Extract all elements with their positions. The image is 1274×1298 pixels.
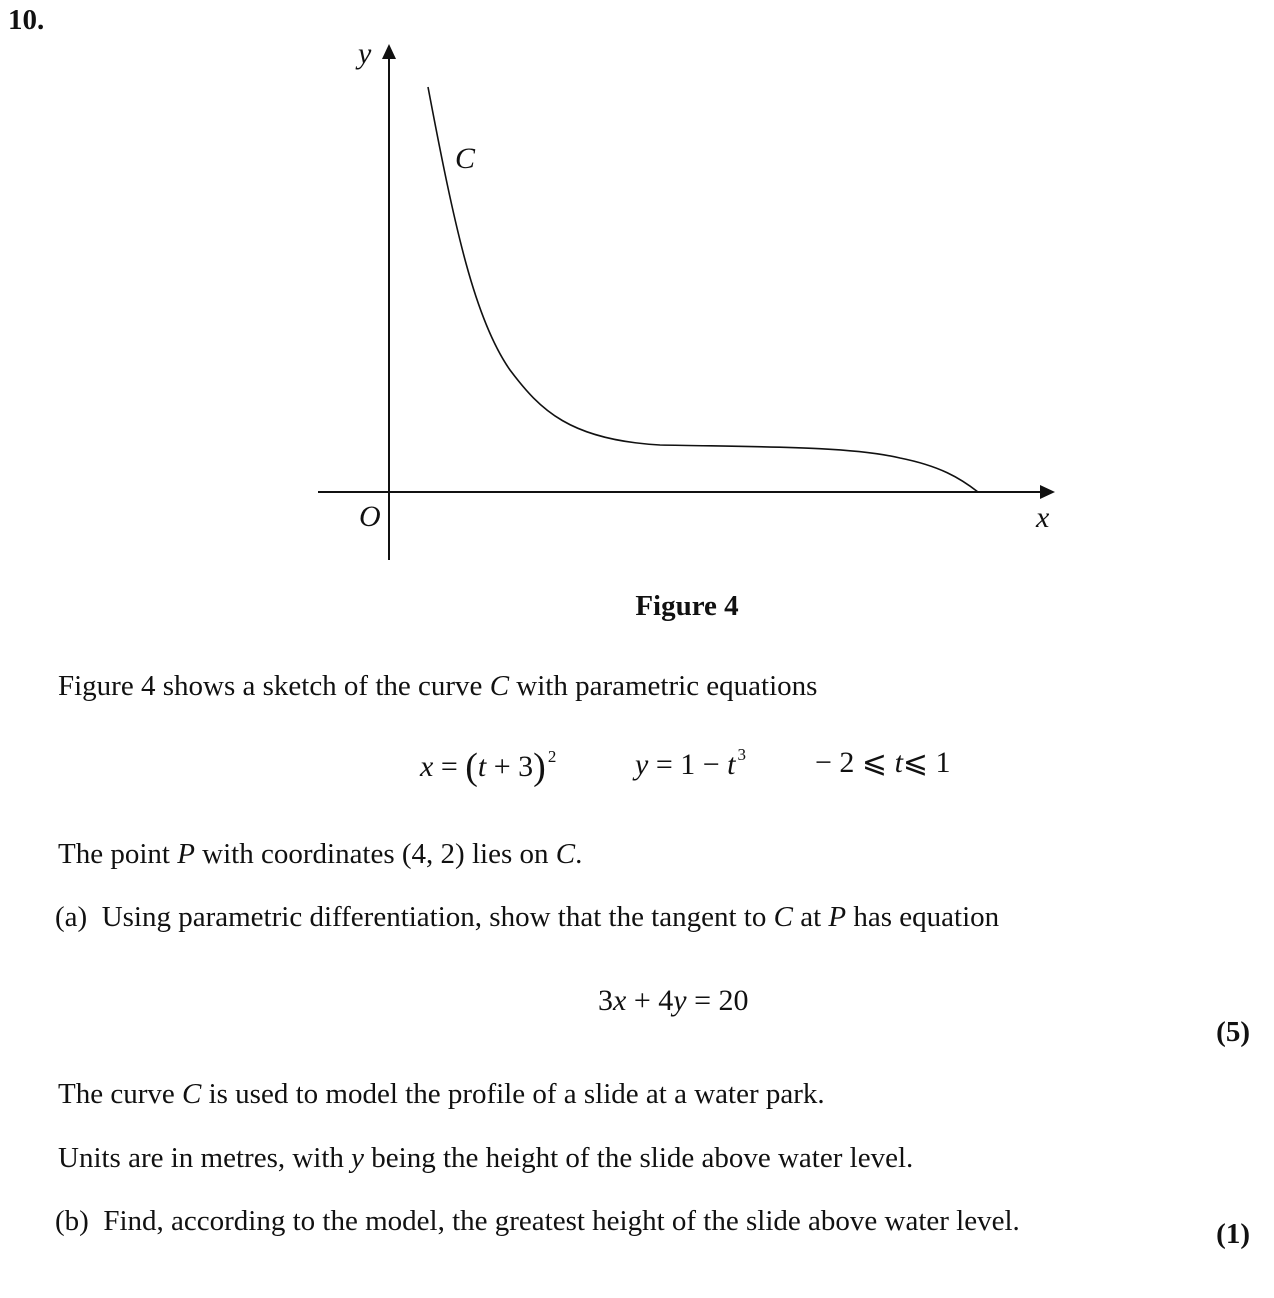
tangent-equation [598, 984, 749, 1018]
model-line2-before: Units are in metres, with [58, 1142, 352, 1174]
model-line-1 [58, 1078, 825, 1111]
x-t: t [477, 750, 487, 783]
figure-4-graph [0, 0, 1274, 580]
y-axis-arrowhead [382, 44, 396, 59]
x-axis-arrowhead [1040, 485, 1055, 499]
curve-label: C [455, 142, 476, 175]
y-axis-label: y [358, 37, 372, 70]
tangent-plus-4: + 4 [626, 984, 674, 1017]
x-plus-3: + 3 [486, 750, 534, 783]
tangent-rest: = 20 [686, 984, 749, 1017]
model-line-2 [58, 1142, 913, 1175]
part-a-marks: (5) [1216, 1016, 1250, 1048]
model-line1-before: The curve [58, 1078, 182, 1110]
question-number: 10. [8, 4, 45, 36]
part-a-label: (a) [55, 901, 88, 933]
intro-text [58, 670, 817, 703]
tangent-y: y [673, 984, 687, 1017]
point-curve: C [555, 838, 576, 870]
part-a-before: Using parametric differentiation, show that the tangent to [101, 901, 774, 933]
x-right-paren: ) [533, 746, 546, 788]
part-a-point: P [828, 901, 847, 933]
model-line2-var: y [351, 1142, 365, 1174]
part-b-label: (b) [55, 1205, 89, 1237]
intro-after: with parametric equations [509, 670, 818, 702]
range-left: − 2 ⩽ [815, 746, 895, 779]
point-after: . [575, 838, 583, 870]
x-axis-label: x [1036, 501, 1050, 534]
y-parametric-equation [635, 745, 746, 782]
part-b-marks: (1) [1216, 1218, 1250, 1250]
part-a-curve: C [773, 901, 793, 933]
model-line1-curve: C [182, 1078, 202, 1110]
range-t: t [894, 746, 903, 779]
x-left-paren: ( [465, 746, 478, 788]
range-right: ⩽ 1 [902, 746, 951, 779]
y-t: t [727, 748, 736, 781]
model-line2-after: being the height of the slide above water level. [364, 1142, 914, 1174]
part-b-text: Find, according to the model, the greatest height of the slide above water level. [103, 1205, 1020, 1237]
point-p: P [177, 838, 195, 870]
point-statement [58, 838, 582, 871]
y-exponent: 3 [737, 745, 747, 764]
curve-c [428, 87, 978, 492]
figure-caption: Figure 4 [635, 590, 739, 622]
part-a-question [55, 901, 999, 934]
part-a-after: has equation [846, 901, 1000, 933]
y-equals: = 1 − [648, 748, 728, 781]
part-a-middle: at [792, 901, 829, 933]
x-equals: = [433, 750, 466, 783]
point-before: The point [58, 838, 178, 870]
y-variable: y [635, 748, 649, 781]
intro-before: Figure 4 shows a sketch of the curve [58, 670, 490, 702]
tangent-x: x [613, 984, 627, 1017]
x-variable: x [420, 750, 434, 783]
model-line1-after: is used to model the profile of a slide at a water park. [201, 1078, 825, 1110]
part-b-question [55, 1205, 1020, 1238]
parameter-range [815, 745, 951, 780]
point-middle: with coordinates (4, 2) lies on [194, 838, 556, 870]
x-parametric-equation [420, 745, 556, 789]
tangent-3: 3 [598, 984, 613, 1017]
origin-label: O [359, 500, 381, 533]
x-exponent: 2 [547, 747, 557, 766]
intro-curve: C [489, 670, 510, 702]
